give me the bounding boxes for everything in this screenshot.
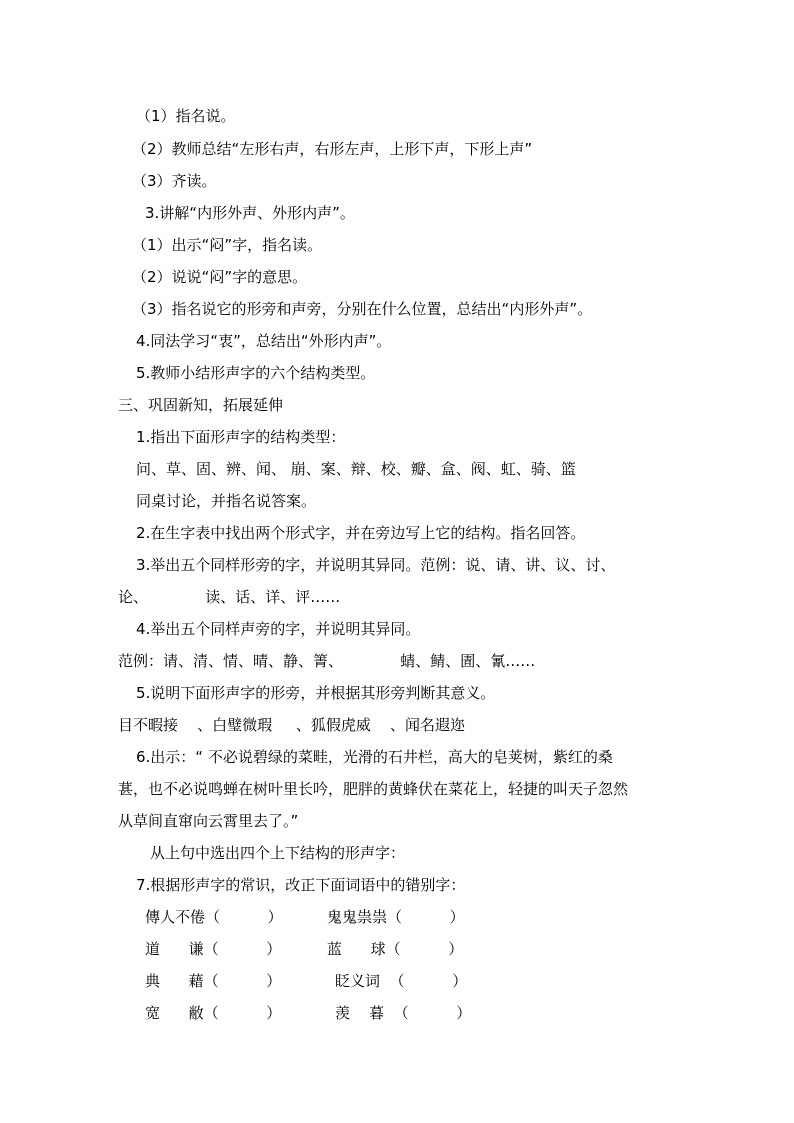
exercise-item: 道 谦（ ） [145, 940, 282, 958]
text-line-2: （2）教师总结“左形右声，右形左声，上形下声，下形上声” [132, 140, 533, 158]
text-line-21: 6.出示：“ 不必说碧绿的菜畦，光滑的石井栏，高大的皂荚树，紫红的桑 [136, 748, 613, 766]
text-line-15: 3.举出五个同样形旁的字，并说明其异同。范例：说、请、讲、议、讨、 [136, 556, 616, 574]
text-line-25: 7.根据形声字的常识，改正下面词语中的错别字： [136, 876, 466, 894]
text-line-6: （2）说说“闷”字的意思。 [132, 268, 308, 286]
text-line-12: 问、草、固、辨、闻、 崩、案、辩、校、瓣、盒、阀、虹、骑、篮 [136, 460, 576, 478]
text-line-1: （1）指名说。 [136, 107, 236, 125]
exercise-item: 羡 暮 （ ） [335, 1004, 472, 1022]
text-line-23: 从草间直窜向云霄里去了。” [118, 812, 299, 830]
exercise-item: 宽 敝（ ） [145, 1004, 282, 1022]
text-line-11: 1.指出下面形声字的结构类型： [136, 428, 346, 446]
text-line-18: 范例：请、清、情、晴、静、箐、 蜻、鲭、圊、氰…… [118, 652, 536, 670]
text-line-19: 5.说明下面形声字的形旁，并根据其形旁判断其意义。 [136, 684, 496, 702]
text-line-17: 4.举出五个同样声旁的字，并说明其异同。 [136, 620, 421, 638]
section-heading: 三、巩固新知，拓展延伸 [118, 396, 284, 414]
text-line-20: 目不暇接 、白璧微瑕 、狐假虎威 、闻名遐迩 [118, 716, 465, 734]
exercise-item: 典 藉（ ） [145, 972, 282, 990]
text-line-8: 4.同法学习“衷”，总结出“外形内声”。 [136, 332, 392, 350]
exercise-item: 蓝 球（ ） [327, 940, 464, 958]
text-line-13: 同桌讨论，并指名说答案。 [136, 492, 317, 510]
exercise-item: 鬼鬼祟祟（ ） [327, 908, 465, 926]
exercise-item: 眨义词 （ ） [335, 972, 468, 990]
text-line-9: 5.教师小结形声字的六个结构类型。 [136, 364, 376, 382]
text-line-7: （3）指名说它的形旁和声旁，分别在什么位置，总结出“内形外声”。 [132, 300, 593, 318]
text-line-5: （1）出示“闷”字，指名读。 [132, 236, 323, 254]
text-line-24: 从上句中选出四个上下结构的形声字： [150, 844, 406, 862]
text-line-22: 葚，也不必说鸣蝉在树叶里长吟，肥胖的黄蜂伏在菜花上，轻捷的叫天子忽然 [118, 780, 629, 798]
text-line-3: （3）齐读。 [132, 172, 217, 190]
exercise-item: 傳人不倦（ ） [145, 908, 283, 926]
text-line-14: 2.在生字表中找出两个形式字，并在旁边写上它的结构。指名回答。 [136, 524, 586, 542]
text-line-4: 3.讲解“内形外声、外形内声”。 [145, 204, 355, 222]
text-line-16: 论、 读、话、详、评…… [118, 588, 341, 606]
